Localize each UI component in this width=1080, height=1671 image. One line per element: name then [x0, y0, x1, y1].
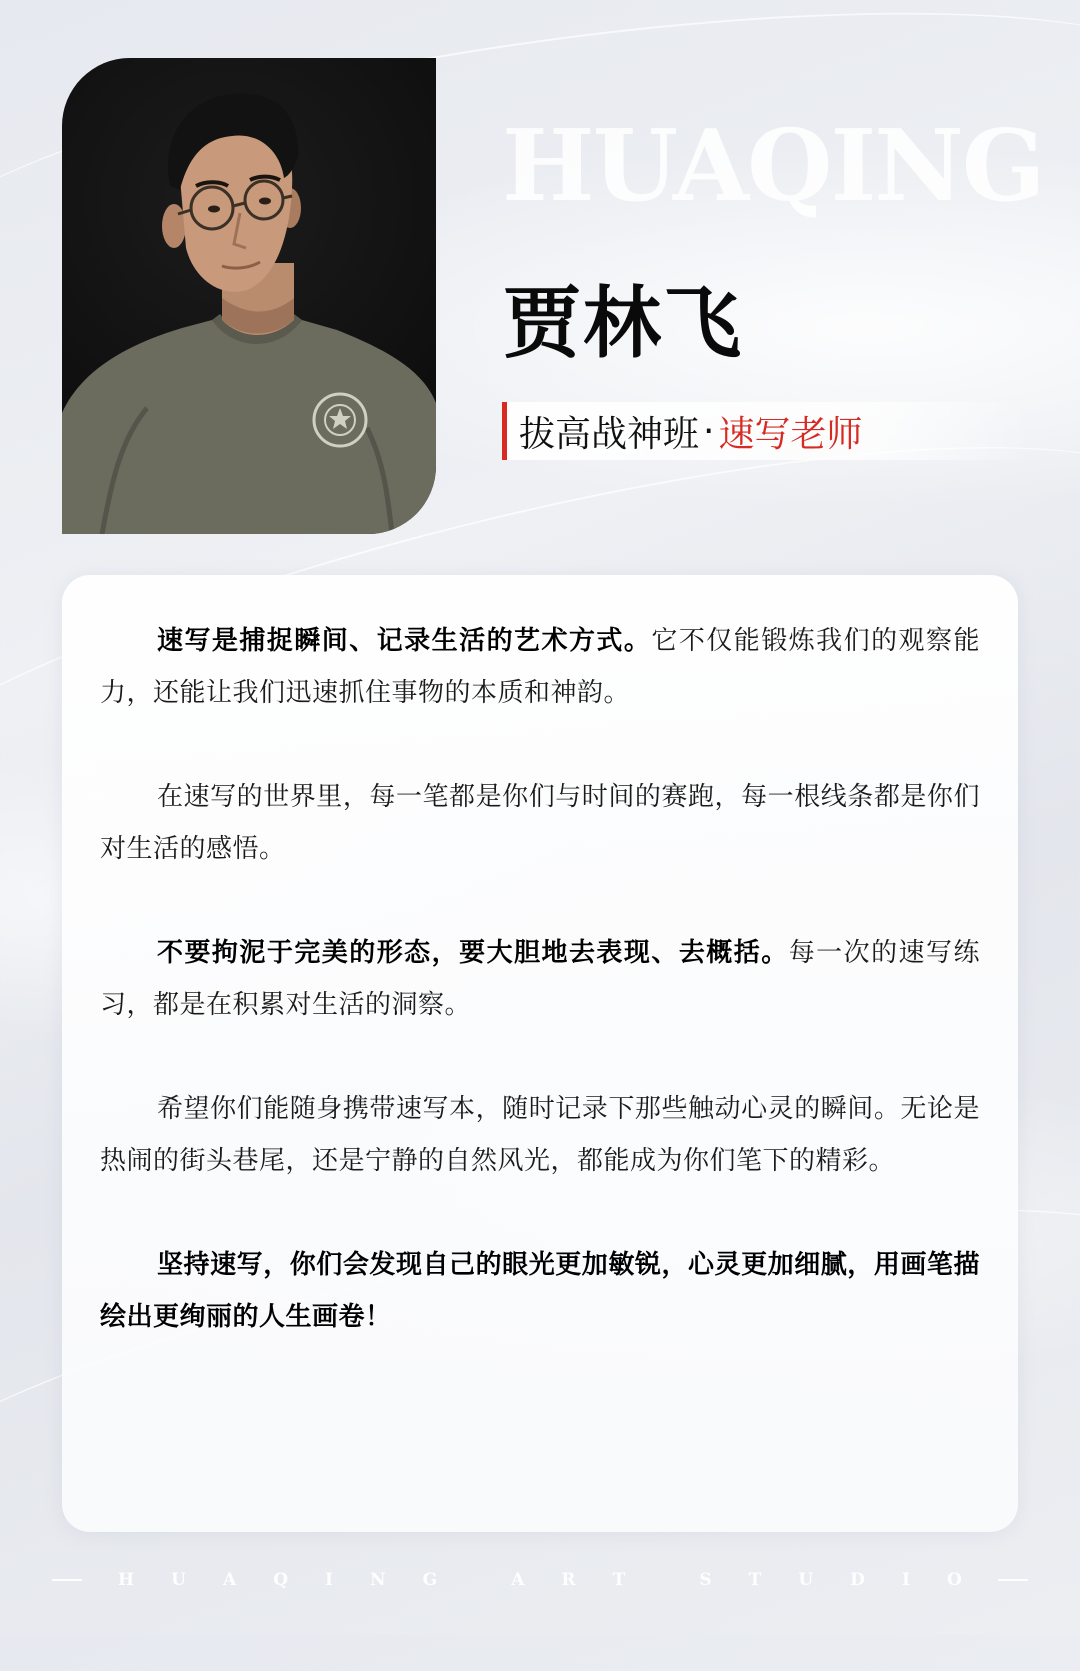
- footer-letter: H: [118, 1570, 135, 1590]
- footer-letter: D: [850, 1570, 865, 1590]
- footer-right-rule: [998, 1579, 1028, 1581]
- footer-letter: I: [901, 1570, 910, 1590]
- paragraph-text: 在速写的世界里，每一笔都是你们与时间的赛跑，每一根线条都是你们对生活的感悟。: [100, 782, 980, 864]
- paragraph-text: 它不仅能锻炼我们的观察能力，还能让我们迅速抓住事物的本质和神韵。: [100, 626, 980, 708]
- class-name: 拔高战神班: [519, 413, 700, 455]
- footer-letter: U: [798, 1570, 814, 1590]
- paragraph-bold-text: 不要拘泥于完美的形态，要大胆地去表现、去概括。: [157, 938, 789, 968]
- studio-footer: [52, 1570, 1028, 1590]
- footer-letter: I: [325, 1570, 333, 1590]
- footer-letter: N: [370, 1570, 386, 1590]
- teacher-title-bar: [502, 402, 1032, 460]
- teacher-role: 速写老师: [718, 413, 863, 455]
- paragraph-bold-text: 坚持速写，你们会发现自己的眼光更加敏锐，心灵更加细腻，用画笔描绘出更绚丽的人生画卷！: [100, 1250, 980, 1332]
- title-separator: ·: [703, 410, 715, 452]
- footer-letter: A: [511, 1570, 525, 1590]
- message-paragraph: [100, 1083, 980, 1187]
- footer-letter: T: [612, 1570, 626, 1590]
- footer-letter: S: [699, 1570, 712, 1590]
- footer-letter: R: [561, 1570, 576, 1590]
- message-paragraph: [100, 1239, 980, 1343]
- message-card: [62, 575, 1018, 1532]
- paragraph-bold-text: 速写是捕捉瞬间、记录生活的艺术方式。: [157, 626, 652, 656]
- paragraph-text: 每一次的速写练习，都是在积累对生活的洞察。: [100, 938, 980, 1020]
- message-paragraph: [100, 615, 980, 719]
- footer-letter: O: [946, 1570, 962, 1590]
- footer-left-rule: [52, 1579, 82, 1581]
- paragraph-text: 希望你们能随身携带速写本，随时记录下那些触动心灵的瞬间。无论是热闹的街头巷尾，还是宁静的自然风光，都能成为你们笔下的精彩。: [100, 1094, 980, 1176]
- footer-letter: G: [422, 1570, 438, 1590]
- footer-letter: Q: [273, 1570, 288, 1590]
- message-paragraph: [100, 927, 980, 1031]
- teacher-photo: [62, 58, 436, 534]
- brand-watermark: HUAQING: [502, 109, 1044, 224]
- footer-letters: [82, 1570, 998, 1590]
- footer-letter: T: [748, 1570, 762, 1590]
- portrait-illustration: [62, 58, 436, 534]
- teacher-name: 贾林飞: [503, 279, 744, 369]
- footer-letter: U: [171, 1570, 186, 1590]
- footer-letter: A: [222, 1570, 237, 1590]
- message-paragraph: [100, 771, 980, 875]
